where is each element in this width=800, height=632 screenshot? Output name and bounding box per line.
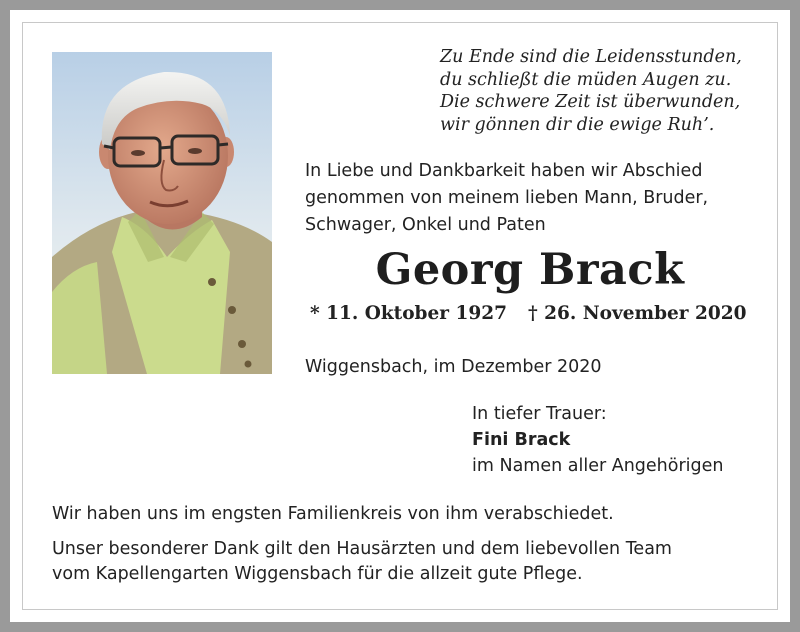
mourner-name: Fini Brack: [472, 430, 571, 450]
portrait-photo: [52, 52, 272, 374]
thanks-line: Unser besonderer Dank gilt den Hausärzten und dem liebevollen Team: [52, 539, 672, 559]
death-date: † 26. November 2020: [528, 303, 747, 324]
intro-line: genommen von meinem lieben Mann, Bruder,: [305, 188, 709, 208]
intro-text: [305, 158, 765, 239]
farewell-note: Wir haben uns im engsten Familienkreis von ihm verabschiedet.: [52, 504, 614, 524]
intro-line: Schwager, Onkel und Paten: [305, 215, 546, 235]
intro-line: In Liebe und Dankbarkeit haben wir Abschied: [305, 161, 703, 181]
poem-line: Die schwere Zeit ist überwunden,: [440, 92, 741, 112]
place-and-date: Wiggensbach, im Dezember 2020: [305, 357, 602, 377]
poem-verse: [440, 46, 760, 136]
poem-line: Zu Ende sind die Leidensstunden,: [440, 47, 742, 67]
mourners-note: im Namen aller Angehörigen: [472, 456, 724, 476]
thanks-note: [52, 537, 672, 587]
poem-line: wir gönnen dir die ewige Ruh’.: [440, 114, 715, 135]
poem-line: du schließt die müden Augen zu.: [440, 69, 732, 90]
mourners-heading: In tiefer Trauer:: [472, 404, 607, 424]
deceased-name: Georg Brack: [375, 245, 685, 295]
thanks-line: vom Kapellengarten Wiggensbach für die allzeit gute Pflege.: [52, 564, 583, 584]
birth-date: * 11. Oktober 1927: [310, 303, 507, 324]
mourners-block: [472, 401, 724, 479]
